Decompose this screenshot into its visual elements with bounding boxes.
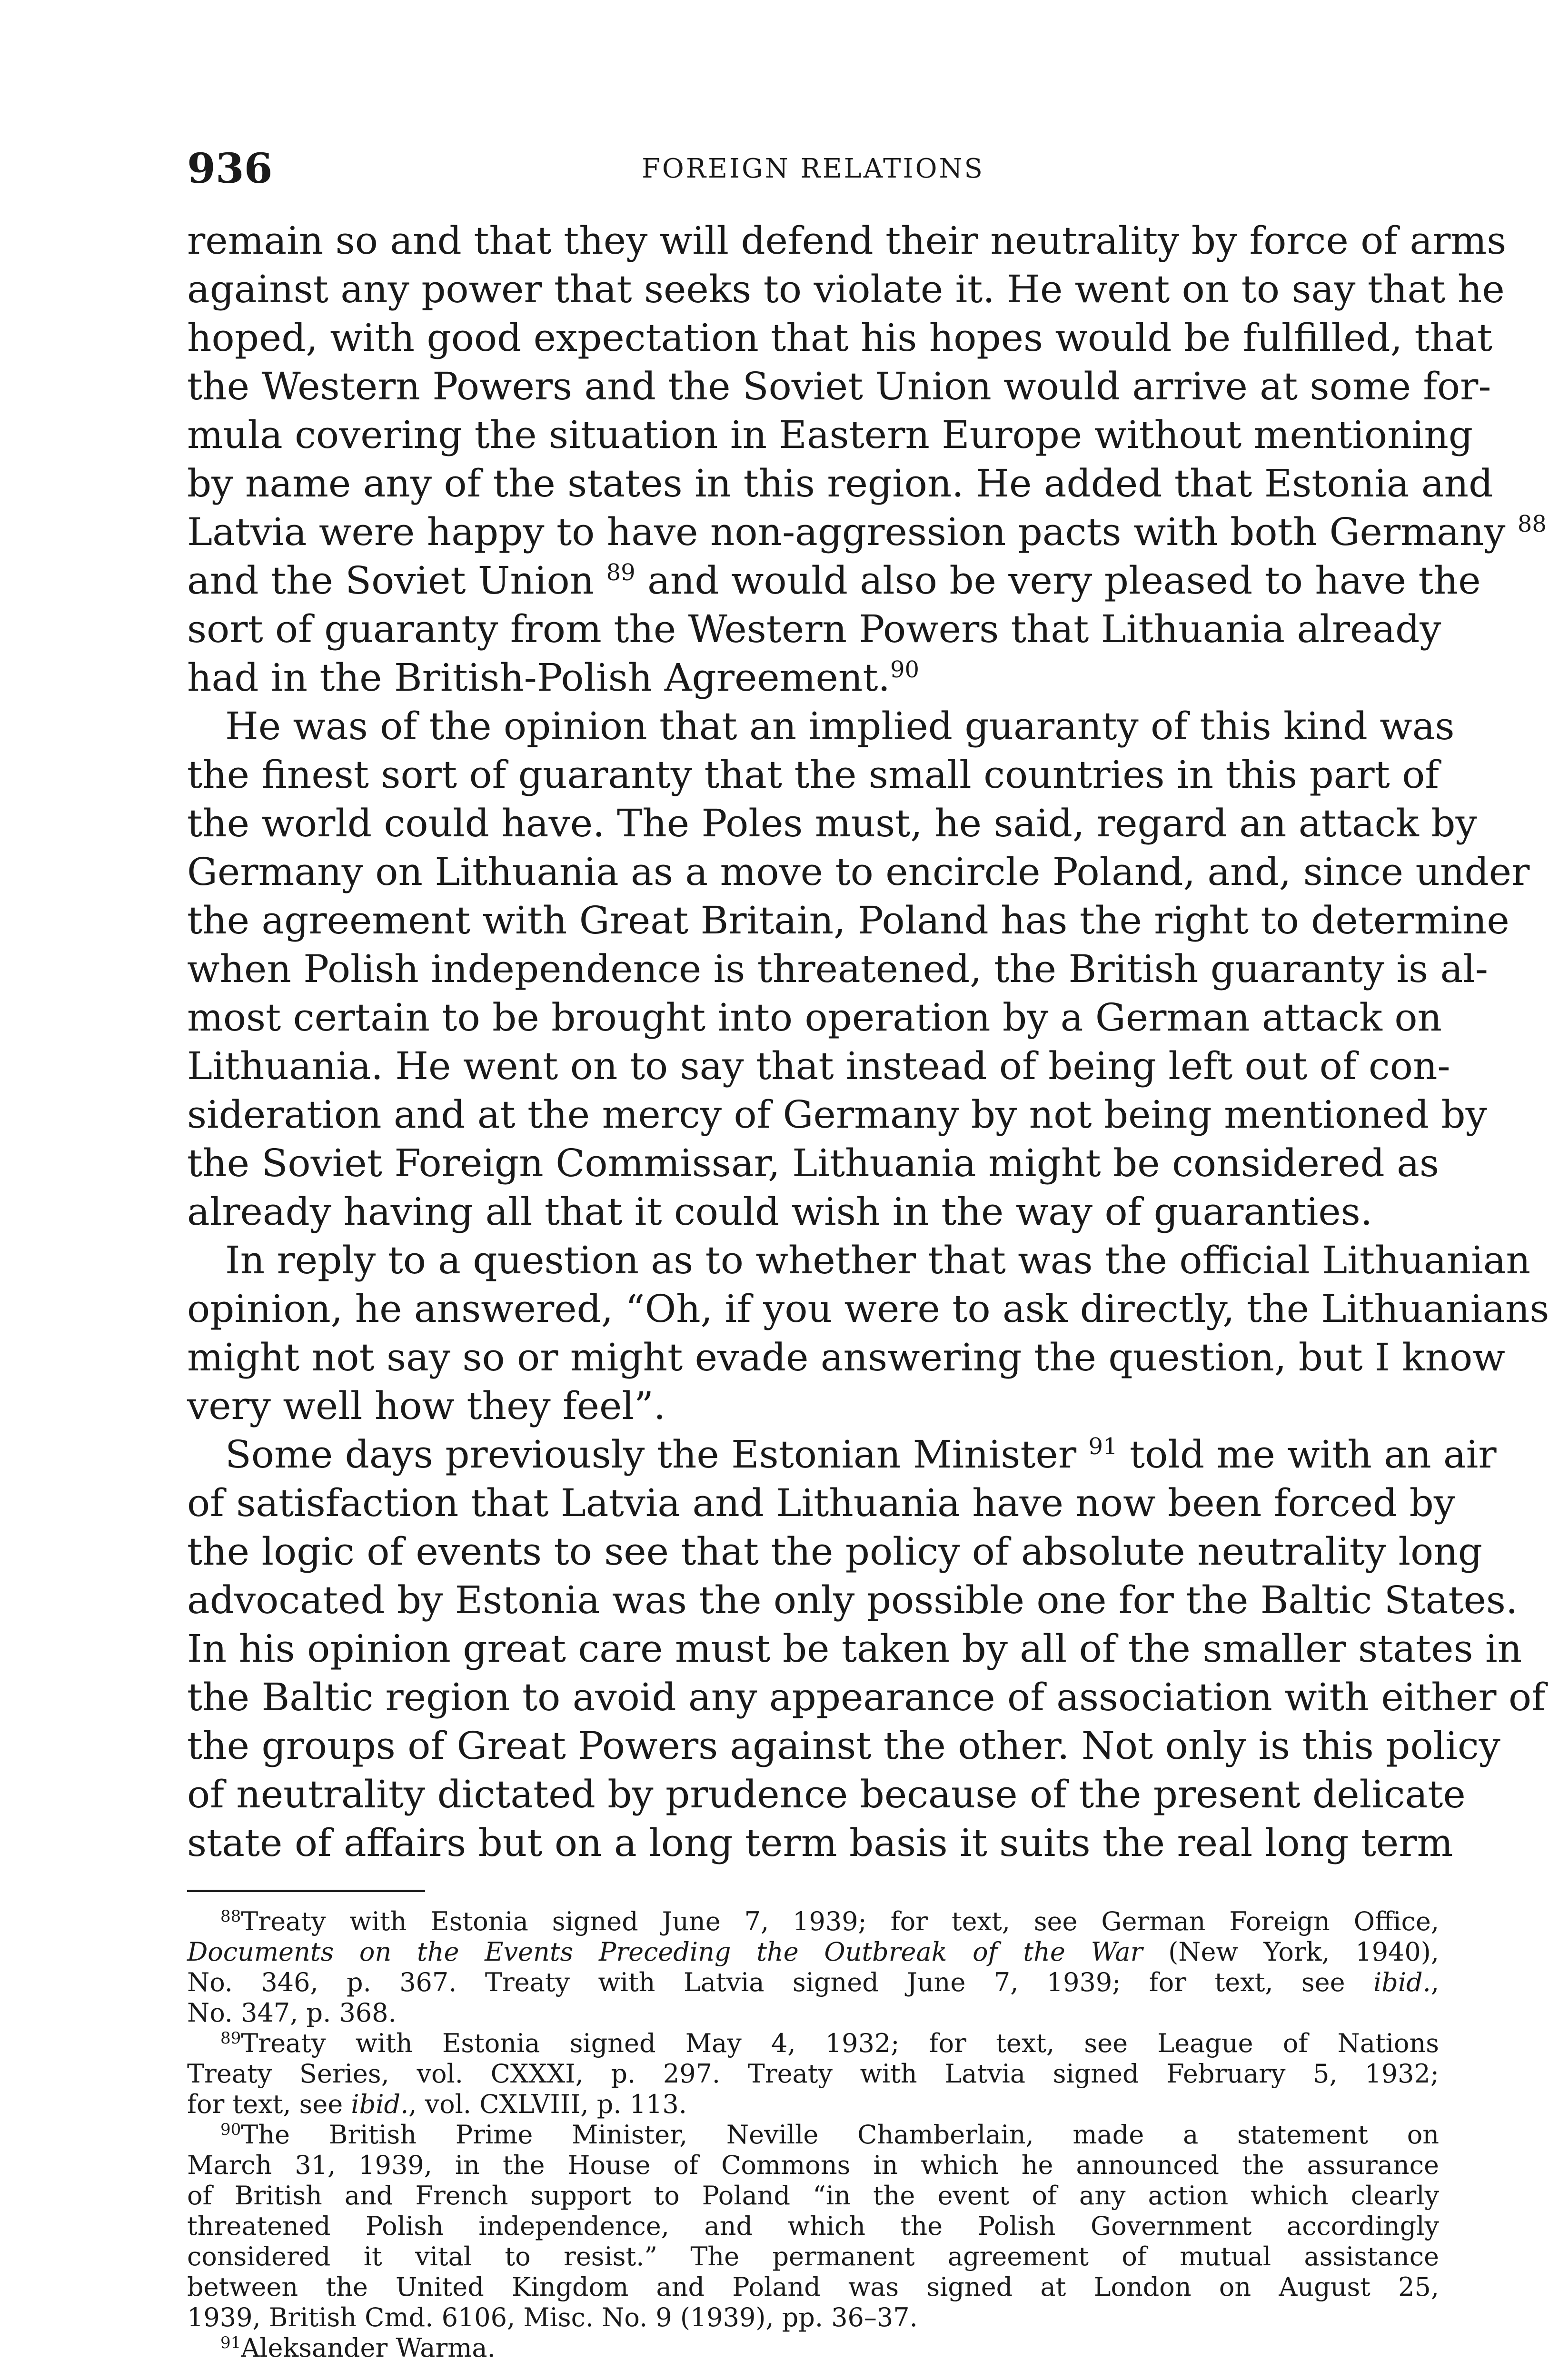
footnote-line — [187, 1937, 1439, 1967]
text-span: told me with an air — [1130, 1432, 1497, 1477]
text-line: the finest sort of guaranty that the small countries in this part of — [187, 753, 1439, 797]
text-line: the logic of events to see that the policy of absolute neutrality long — [187, 1529, 1483, 1574]
text-line: already having all that it could wish in the way of guaranties. — [187, 1190, 1373, 1234]
footnote-text: (New York, 1940), — [1168, 1937, 1440, 1967]
footnote-ref-91[interactable]: 91 — [1088, 1433, 1118, 1460]
text-line: He was of the opinion that an implied guaranty of this kind was — [225, 704, 1455, 748]
text-line: opinion, he answered, “Oh, if you were to ask directly, the Lithuanians — [187, 1287, 1549, 1331]
text-line: the Baltic region to avoid any appearance of association with either of — [187, 1675, 1546, 1719]
body-text — [187, 217, 1549, 1867]
text-line: state of affairs but on a long term basis it suits the real long term — [187, 1821, 1453, 1865]
text-line: hoped, with good expectation that his hopes would be fulfilled, that — [187, 316, 1492, 360]
text-span: Some days previously the Estonian Minister — [225, 1432, 1077, 1477]
footnote-text: , — [1430, 1967, 1439, 1997]
footnote-text: The British Prime Minister, Neville Chamberlain, made a statement on — [241, 2120, 1439, 2150]
text-line: Germany on Lithuania as a move to encircle Poland, and, since under — [187, 850, 1530, 894]
text-span: Latvia were happy to have non-aggression pacts with both Germany — [187, 510, 1506, 554]
text-line: the Western Powers and the Soviet Union would arrive at some for- — [187, 364, 1491, 408]
text-line: Lithuania. He went on to say that instead of being left out of con- — [187, 1044, 1450, 1088]
text-span: and would also be very pleased to have the — [647, 558, 1481, 603]
footnote-text: Treaty with Estonia signed June 7, 1939; for text, see German Foreign Office, — [241, 1906, 1439, 1936]
footnote-text: Treaty with Estonia signed May 4, 1932; for text, see League of Nations — [241, 2028, 1439, 2058]
footnote-line — [187, 2089, 1439, 2120]
footnote-line: March 31, 1939, in the House of Commons in which he announced the assurance — [187, 2150, 1439, 2180]
footnote-91 — [187, 2333, 1439, 2363]
footnote-line: No. 347, p. 368. — [187, 1998, 397, 2028]
footnote-ref-90[interactable]: 90 — [890, 656, 920, 683]
footnote-ref-89[interactable]: 89 — [606, 559, 635, 586]
footnotes — [187, 1906, 1439, 2363]
text-line — [187, 654, 1439, 702]
text-line: remain so and that they will defend their neutrality by force of arms — [187, 218, 1507, 263]
footnote-mark: 89 — [220, 2029, 241, 2048]
text-line: the agreement with Great Britain, Poland has the right to determine — [187, 898, 1509, 942]
footnote-italic: ibid. — [1373, 1967, 1431, 1997]
text-line — [187, 1430, 1497, 1479]
text-line: advocated by Estonia was the only possible one for the Baltic States. — [187, 1578, 1518, 1622]
footnote-line: of British and French support to Poland “in the event of any action which clearly — [187, 2181, 1439, 2211]
footnote-line: considered it vital to resist.” The permanent agreement of mutual assistance — [187, 2241, 1439, 2271]
text-line: when Polish independence is threatened, the British guaranty is al- — [187, 947, 1488, 991]
footnote-line: Treaty Series, vol. CXXXI, p. 297. Treaty with Latvia signed February 5, 1932; — [187, 2059, 1439, 2089]
footnote-divider — [187, 1890, 425, 1892]
footnote-text: No. 346, p. 367. Treaty with Latvia signed June 7, 1939; for text, see — [187, 1967, 1345, 1997]
text-line: sort of guaranty from the Western Powers that Lithuania already — [187, 607, 1441, 651]
page-number: 936 — [187, 145, 273, 193]
text-line: In reply to a question as to whether that was the official Lithuanian — [225, 1238, 1531, 1282]
footnote-line — [187, 1967, 1439, 1998]
text-line: the world could have. The Poles must, he said, regard an attack by — [187, 801, 1477, 845]
text-line: of satisfaction that Latvia and Lithuania have now been forced by — [187, 1481, 1456, 1525]
footnote-text: Aleksander Warma. — [241, 2333, 496, 2363]
footnote-ref-88[interactable]: 88 — [1517, 511, 1547, 537]
text-line: the Soviet Foreign Commissar, Lithuania might be considered as — [187, 1141, 1439, 1185]
footnote-italic: ibid. — [351, 2089, 409, 2119]
text-line: of neutrality dictated by prudence because of the present delicate — [187, 1772, 1466, 1816]
footnote-mark: 88 — [220, 1907, 241, 1926]
text-line: by name any of the states in this region. He added that Estonia and — [187, 461, 1493, 506]
text-line: mula covering the situation in Eastern Europe without mentioning — [187, 413, 1473, 457]
text-line: very well how they feel”. — [187, 1384, 666, 1428]
footnote-line: threatened Polish independence, and which the Polish Government accordingly — [187, 2211, 1439, 2241]
text-line: the groups of Great Powers against the other. Not only is this policy — [187, 1724, 1500, 1768]
text-line: In his opinion great care must be taken by all of the smaller states in — [187, 1626, 1522, 1671]
running-head: FOREIGN RELATIONS — [642, 153, 984, 184]
text-line: sideration and at the mercy of Germany by not being mentioned by — [187, 1092, 1487, 1137]
footnote-88 — [187, 1906, 1439, 1937]
footnote-mark: 91 — [220, 2333, 241, 2352]
footnote-text: for text, see — [187, 2089, 343, 2119]
page-header — [187, 143, 1439, 195]
footnote-89 — [187, 2028, 1439, 2059]
text-line: against any power that seeks to violate it. He went on to say that he — [187, 267, 1505, 311]
text-span: and the Soviet Union — [187, 558, 595, 603]
footnote-italic: Documents on the Events Preceding the Outbreak of the War — [187, 1937, 1143, 1967]
footnote-text: , vol. CXLVIII, p. 113. — [408, 2089, 687, 2119]
text-span: had in the British-Polish Agreement. — [187, 655, 890, 700]
text-line — [187, 508, 1547, 556]
text-line: most certain to be brought into operation by a German attack on — [187, 995, 1442, 1040]
text-line — [187, 556, 1481, 605]
footnote-90 — [187, 2120, 1439, 2150]
text-line: might not say so or might evade answering the question, but I know — [187, 1335, 1505, 1379]
footnote-line: between the United Kingdom and Poland was signed at London on August 25, — [187, 2272, 1439, 2302]
footnote-mark: 90 — [220, 2120, 241, 2139]
footnote-line: 1939, British Cmd. 6106, Misc. No. 9 (1939), pp. 36–37. — [187, 2302, 918, 2332]
